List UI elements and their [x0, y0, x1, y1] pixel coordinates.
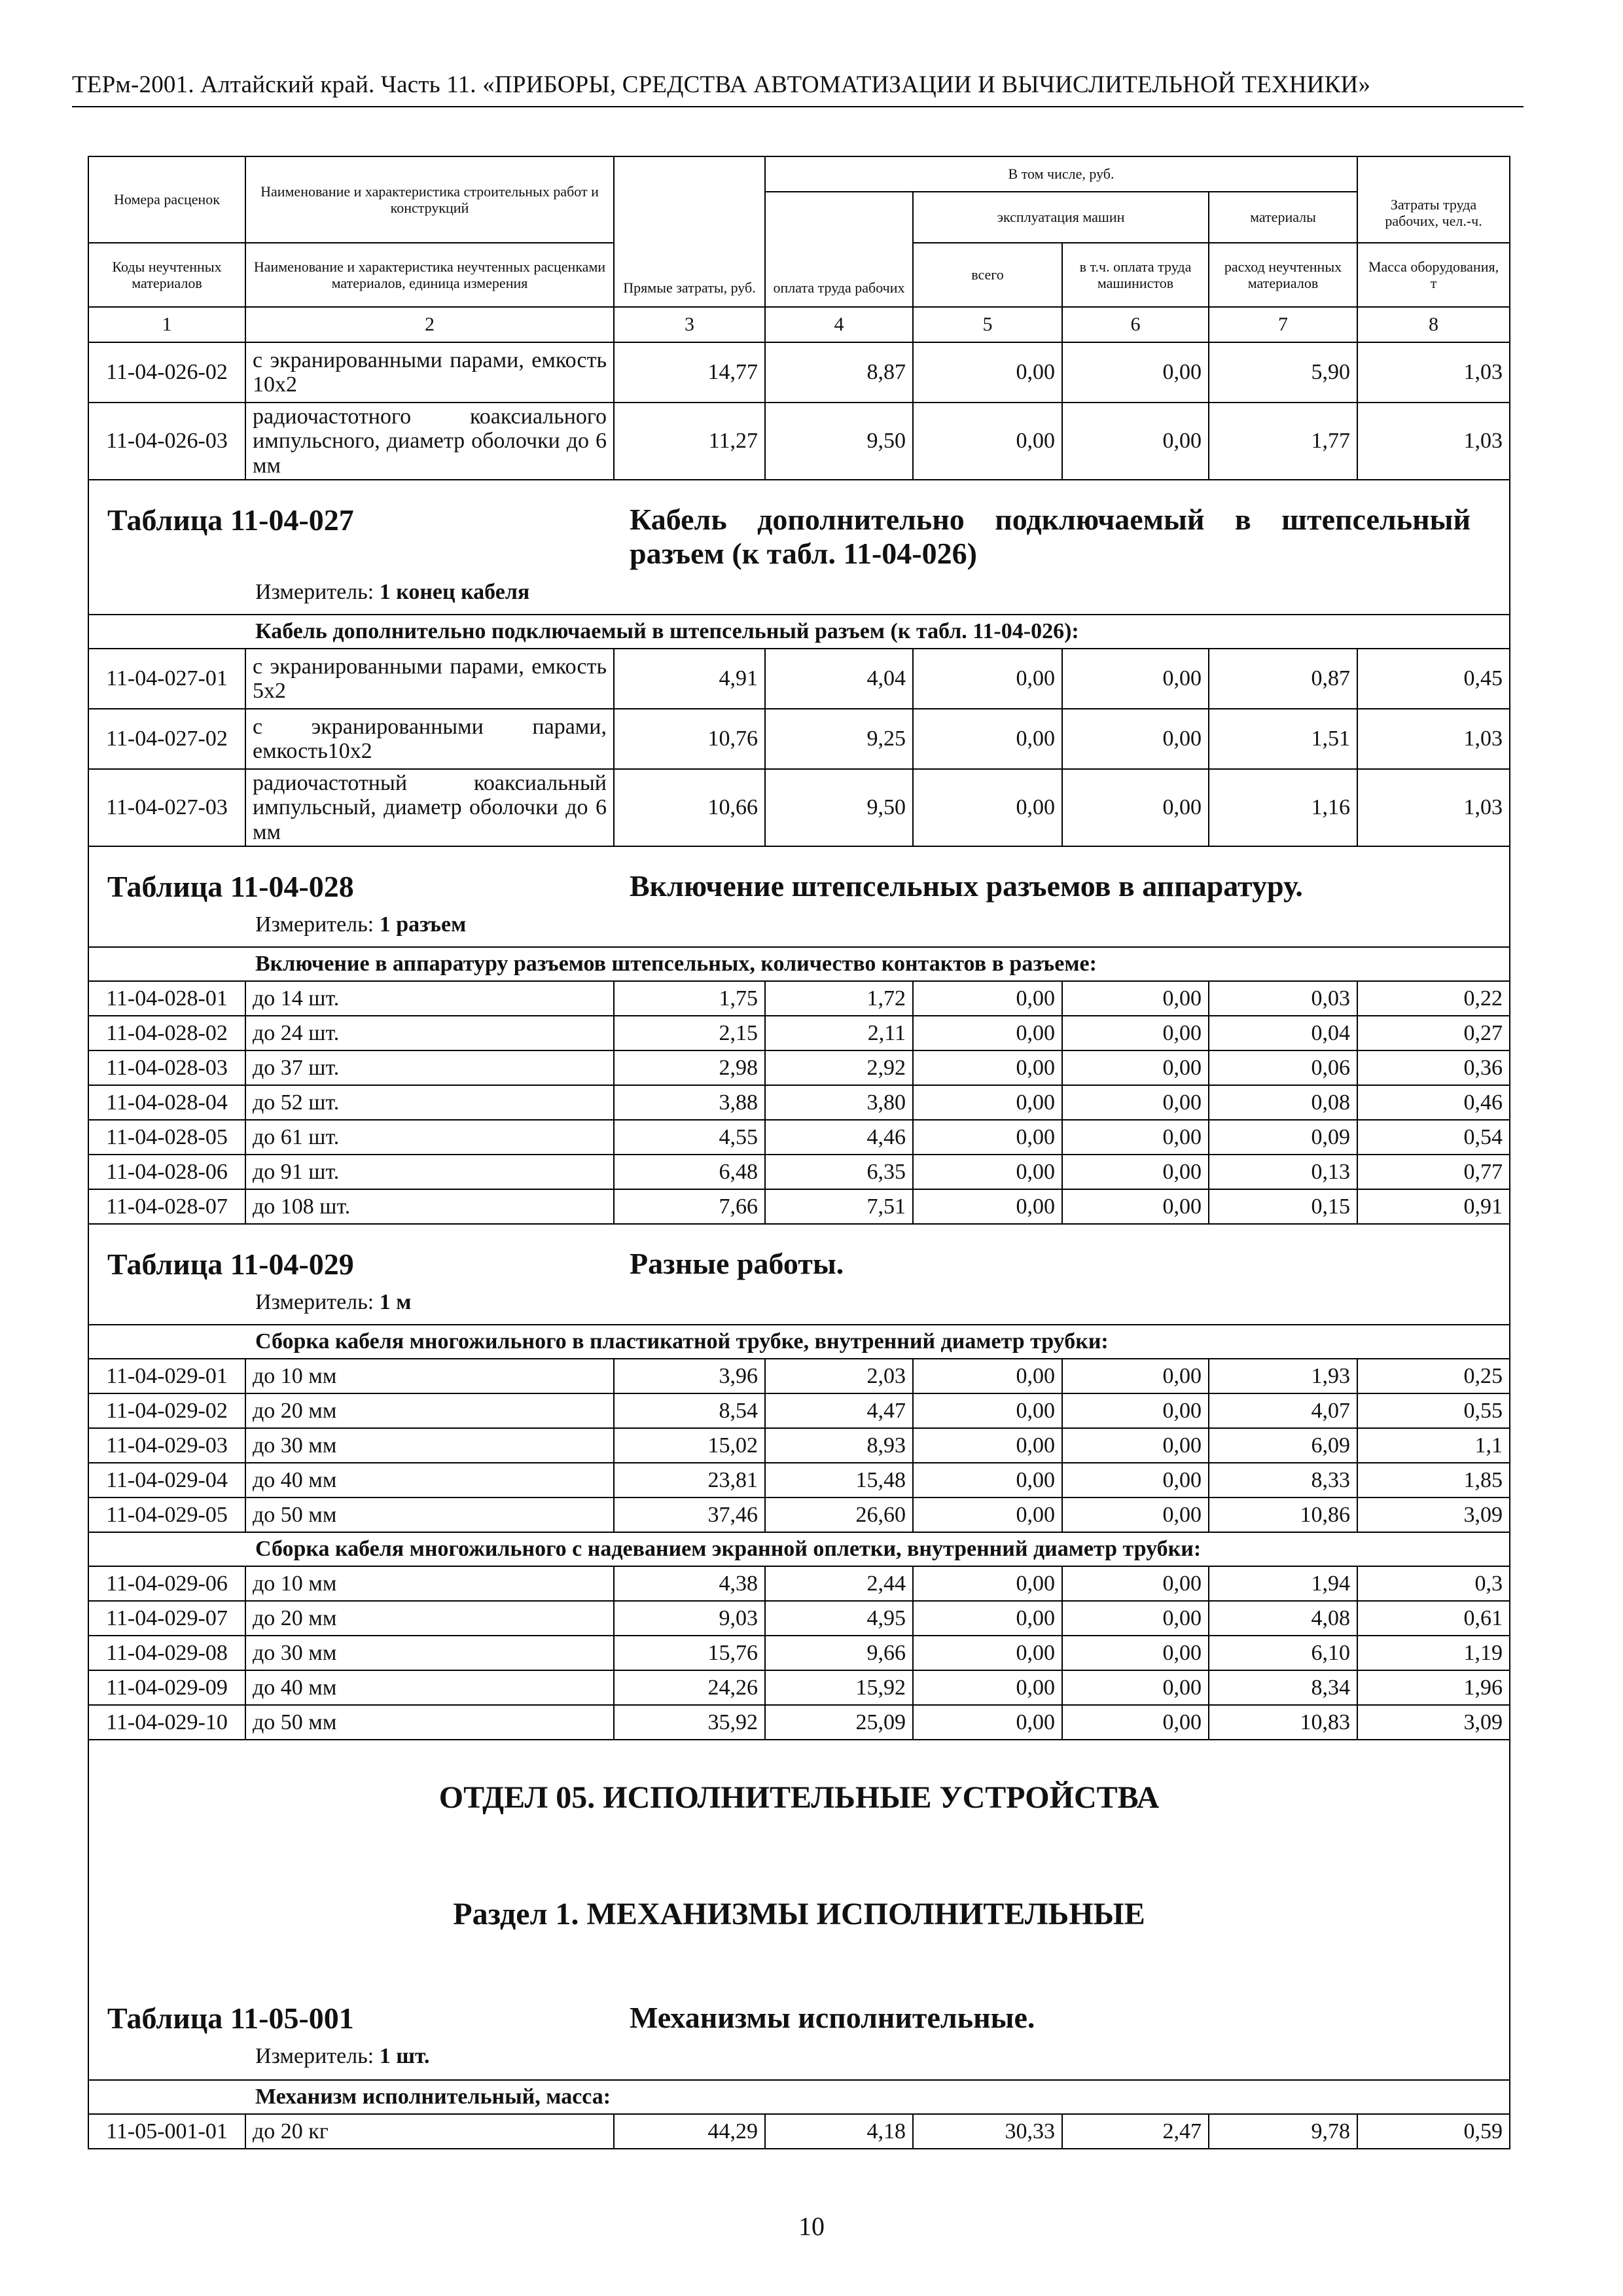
table-row: [88, 1359, 1510, 1393]
direct-cost: 11,27: [614, 403, 765, 480]
rate-name: до 37 шт.: [245, 1050, 614, 1085]
labor: 1,1: [1357, 1428, 1510, 1463]
direct-cost: 10,66: [614, 769, 765, 846]
driver-pay: 0,00: [1062, 1189, 1209, 1224]
table-row: [88, 1016, 1510, 1050]
materials: 9,78: [1209, 2114, 1357, 2149]
materials: 0,03: [1209, 981, 1357, 1016]
col-machine-ops: эксплуатация машин: [913, 192, 1209, 243]
measure-value: 1 конец кабеля: [379, 580, 530, 604]
rate-name: до 40 мм: [245, 1463, 614, 1498]
labor: 0,25: [1357, 1359, 1510, 1393]
labor: 0,61: [1357, 1601, 1510, 1636]
page-number: 10: [798, 2212, 825, 2241]
rate-code: 11-04-029-10: [88, 1705, 245, 1740]
rate-name: до 30 мм: [245, 1428, 614, 1463]
rate-name: до 10 мм: [245, 1359, 614, 1393]
worker-pay: 4,47: [765, 1393, 913, 1428]
driver-pay: 2,47: [1062, 2114, 1209, 2149]
labor: 1,03: [1357, 709, 1510, 769]
rate-name: до 30 мм: [245, 1636, 614, 1670]
machines-total: 0,00: [913, 1636, 1062, 1670]
labor: 0,22: [1357, 981, 1510, 1016]
worker-pay: 2,44: [765, 1566, 913, 1601]
labor: 0,46: [1357, 1085, 1510, 1120]
table-row: [88, 1670, 1510, 1705]
machines-total: 0,00: [913, 1120, 1062, 1155]
table-row: [88, 1155, 1510, 1189]
measure-unit: [255, 2044, 430, 2069]
rate-code: 11-04-029-04: [88, 1463, 245, 1498]
direct-cost: 10,76: [614, 709, 765, 769]
direct-cost: 14,77: [614, 342, 765, 403]
measure-value: 1 м: [379, 1290, 412, 1314]
machines-total: 0,00: [913, 1359, 1062, 1393]
rate-code: 11-04-026-03: [88, 403, 245, 480]
direct-cost: 4,38: [614, 1566, 765, 1601]
group-heading: Включение в аппаратуру разъемов штепсельных, количество контактов в разъеме:: [88, 947, 1510, 981]
measure-unit: [255, 1290, 411, 1315]
rate-name: до 50 мм: [245, 1705, 614, 1740]
worker-pay: 1,72: [765, 981, 913, 1016]
worker-pay: 2,92: [765, 1050, 913, 1085]
machines-total: 0,00: [913, 1498, 1062, 1532]
rate-code: 11-04-028-03: [88, 1050, 245, 1085]
col-unaccounted-materials: расход неучтенных материалов: [1209, 243, 1357, 307]
worker-pay: 8,93: [765, 1428, 913, 1463]
labor: 3,09: [1357, 1498, 1510, 1532]
rate-name: радиочастотный коаксиальный импульсный, диаметр оболочки до 6 мм: [245, 769, 614, 846]
driver-pay: 0,00: [1062, 403, 1209, 480]
table-row: [88, 1601, 1510, 1636]
driver-pay: 0,00: [1062, 1359, 1209, 1393]
machines-total: 30,33: [913, 2114, 1062, 2149]
worker-pay: 15,48: [765, 1463, 913, 1498]
col-number: 4: [765, 307, 913, 342]
col-number: 8: [1357, 307, 1510, 342]
table-number: Таблица 11-04-029: [107, 1247, 354, 1281]
machines-total: 0,00: [913, 403, 1062, 480]
worker-pay: 9,25: [765, 709, 913, 769]
driver-pay: 0,00: [1062, 1636, 1209, 1670]
machines-total: 0,00: [913, 1428, 1062, 1463]
machines-total: 0,00: [913, 1189, 1062, 1224]
driver-pay: 0,00: [1062, 1566, 1209, 1601]
labor: 1,03: [1357, 769, 1510, 846]
measure-label: Измеритель:: [255, 580, 374, 604]
rate-name: с экранированными парами, емкость 10х2: [245, 342, 614, 403]
worker-pay: 3,80: [765, 1085, 913, 1120]
materials: 10,86: [1209, 1498, 1357, 1532]
machines-total: 0,00: [913, 1705, 1062, 1740]
table-row: [88, 403, 1510, 480]
driver-pay: 0,00: [1062, 1498, 1209, 1532]
materials: 0,06: [1209, 1050, 1357, 1085]
rate-name: до 20 кг: [245, 2114, 614, 2149]
labor: 0,77: [1357, 1155, 1510, 1189]
rate-name: до 108 шт.: [245, 1189, 614, 1224]
machines-total: 0,00: [913, 981, 1062, 1016]
table-number: Таблица 11-04-028: [107, 870, 354, 903]
table-row: [88, 649, 1510, 709]
rate-code: 11-04-029-03: [88, 1428, 245, 1463]
materials: 1,77: [1209, 403, 1357, 480]
rate-name: до 61 шт.: [245, 1120, 614, 1155]
driver-pay: 0,00: [1062, 981, 1209, 1016]
measure-value: 1 шт.: [379, 2044, 430, 2068]
direct-cost: 44,29: [614, 2114, 765, 2149]
rate-code: 11-04-029-07: [88, 1601, 245, 1636]
machines-total: 0,00: [913, 1393, 1062, 1428]
col-direct-costs: Прямые затраты, руб.: [614, 156, 765, 307]
rate-code: 11-04-029-02: [88, 1393, 245, 1428]
col-number: 1: [88, 307, 245, 342]
rate-code: 11-05-001-01: [88, 2114, 245, 2149]
machines-total: 0,00: [913, 649, 1062, 709]
col-number: 2: [245, 307, 614, 342]
materials: 1,93: [1209, 1359, 1357, 1393]
direct-cost: 4,91: [614, 649, 765, 709]
rate-code: 11-04-027-01: [88, 649, 245, 709]
rate-name: до 20 мм: [245, 1393, 614, 1428]
rate-code: 11-04-029-05: [88, 1498, 245, 1532]
table-heading-029: [88, 1224, 1510, 1325]
labor: 0,55: [1357, 1393, 1510, 1428]
measure-label: Измеритель:: [255, 1290, 374, 1314]
col-worker-pay: оплата труда рабочих: [765, 192, 913, 307]
worker-pay: 8,87: [765, 342, 913, 403]
table-title: Механизмы исполнительные.: [630, 2001, 1035, 2034]
col-labor-costs: Затраты труда рабочих, чел.-ч.: [1357, 156, 1510, 243]
worker-pay: 4,46: [765, 1120, 913, 1155]
materials: 1,94: [1209, 1566, 1357, 1601]
machines-total: 0,00: [913, 342, 1062, 403]
driver-pay: 0,00: [1062, 1670, 1209, 1705]
materials: 8,33: [1209, 1463, 1357, 1498]
table-heading-028: [88, 846, 1510, 947]
group-heading: Кабель дополнительно подключаемый в штепсельный разъем (к табл. 11-04-026):: [88, 615, 1510, 649]
rate-code: 11-04-029-09: [88, 1670, 245, 1705]
materials: 1,16: [1209, 769, 1357, 846]
measure-unit: [255, 912, 466, 937]
rate-code: 11-04-028-02: [88, 1016, 245, 1050]
column-numbers-row: [88, 307, 1510, 342]
rate-code: 11-04-028-06: [88, 1155, 245, 1189]
rate-name: до 14 шт.: [245, 981, 614, 1016]
col-mat-codes: Коды неучтенных материалов: [88, 243, 245, 307]
direct-cost: 15,76: [614, 1636, 765, 1670]
labor: 0,3: [1357, 1566, 1510, 1601]
table-row: [88, 1050, 1510, 1085]
materials: 10,83: [1209, 1705, 1357, 1740]
labor: 1,96: [1357, 1670, 1510, 1705]
worker-pay: 7,51: [765, 1189, 913, 1224]
worker-pay: 4,95: [765, 1601, 913, 1636]
machines-total: 0,00: [913, 1463, 1062, 1498]
driver-pay: 0,00: [1062, 1085, 1209, 1120]
worker-pay: 26,60: [765, 1498, 913, 1532]
worker-pay: 15,92: [765, 1670, 913, 1705]
table-row: [88, 981, 1510, 1016]
labor: 1,19: [1357, 1636, 1510, 1670]
measure-unit: [255, 580, 529, 605]
direct-cost: 15,02: [614, 1428, 765, 1463]
materials: 1,51: [1209, 709, 1357, 769]
labor: 3,09: [1357, 1705, 1510, 1740]
rate-name: радиочастотного коаксиального импульсного, диаметр оболочки до 6 мм: [245, 403, 614, 480]
division-heading: [88, 1740, 1510, 2080]
table-row: [88, 1189, 1510, 1224]
division-title: ОТДЕЛ 05. ИСПОЛНИТЕЛЬНЫЕ УСТРОЙСТВА: [438, 1780, 1160, 1815]
rate-code: 11-04-028-04: [88, 1085, 245, 1120]
worker-pay: 6,35: [765, 1155, 913, 1189]
col-total: всего: [913, 243, 1062, 307]
labor: 0,27: [1357, 1016, 1510, 1050]
table-row: [88, 1636, 1510, 1670]
labor: 0,91: [1357, 1189, 1510, 1224]
direct-cost: 1,75: [614, 981, 765, 1016]
table-row: [88, 1705, 1510, 1740]
table-number: Таблица 11-05-001: [107, 2001, 354, 2035]
col-materials: материалы: [1209, 192, 1357, 243]
running-header: ТЕРм-2001. Алтайский край. Часть 11. «ПРИБОРЫ, СРЕДСТВА АВТОМАТИЗАЦИИ И ВЫЧИСЛИТЕЛЬНОЙ ТЕХНИКИ»: [72, 71, 1371, 98]
table-row: [88, 1463, 1510, 1498]
direct-cost: 6,48: [614, 1155, 765, 1189]
rate-code: 11-04-029-01: [88, 1359, 245, 1393]
materials: 6,10: [1209, 1636, 1357, 1670]
machines-total: 0,00: [913, 1050, 1062, 1085]
materials: 4,08: [1209, 1601, 1357, 1636]
rate-code: 11-04-028-07: [88, 1189, 245, 1224]
worker-pay: 9,66: [765, 1636, 913, 1670]
table-heading-027: [88, 480, 1510, 615]
col-equipment-mass: Масса оборудования, т: [1357, 243, 1510, 307]
materials: 0,08: [1209, 1085, 1357, 1120]
rate-code: 11-04-026-02: [88, 342, 245, 403]
driver-pay: 0,00: [1062, 342, 1209, 403]
worker-pay: 9,50: [765, 403, 913, 480]
driver-pay: 0,00: [1062, 1050, 1209, 1085]
table-row: [88, 1566, 1510, 1601]
machines-total: 0,00: [913, 1670, 1062, 1705]
direct-cost: 3,88: [614, 1085, 765, 1120]
direct-cost: 24,26: [614, 1670, 765, 1705]
materials: 0,87: [1209, 649, 1357, 709]
table-title: Разные работы.: [630, 1247, 844, 1280]
direct-cost: 37,46: [614, 1498, 765, 1532]
rates-table: [88, 156, 1510, 2149]
table-row: [88, 769, 1510, 846]
col-number: 3: [614, 307, 765, 342]
materials: 0,04: [1209, 1016, 1357, 1050]
driver-pay: 0,00: [1062, 1120, 1209, 1155]
materials: 0,13: [1209, 1155, 1357, 1189]
direct-cost: 2,98: [614, 1050, 765, 1085]
col-mat-names: Наименование и характеристика неучтенных расценками материалов, единица измерения: [245, 243, 614, 307]
worker-pay: 9,50: [765, 769, 913, 846]
group-heading: Сборка кабеля многожильного в пластикатной трубке, внутренний диаметр трубки:: [88, 1325, 1510, 1359]
rate-code: 11-04-029-06: [88, 1566, 245, 1601]
col-number: 6: [1062, 307, 1209, 342]
direct-cost: 9,03: [614, 1601, 765, 1636]
direct-cost: 8,54: [614, 1393, 765, 1428]
col-incl-driver-pay: в т.ч. оплата труда машинистов: [1062, 243, 1209, 307]
measure-label: Измеритель:: [255, 912, 374, 937]
table-row: [88, 709, 1510, 769]
driver-pay: 0,00: [1062, 1463, 1209, 1498]
driver-pay: 0,00: [1062, 1393, 1209, 1428]
rate-code: 11-04-029-08: [88, 1636, 245, 1670]
direct-cost: 3,96: [614, 1359, 765, 1393]
labor: 0,59: [1357, 2114, 1510, 2149]
table-title: Включение штепсельных разъемов в аппаратуру.: [630, 869, 1303, 903]
worker-pay: 2,03: [765, 1359, 913, 1393]
driver-pay: 0,00: [1062, 1155, 1209, 1189]
machines-total: 0,00: [913, 769, 1062, 846]
driver-pay: 0,00: [1062, 709, 1209, 769]
worker-pay: 25,09: [765, 1705, 913, 1740]
materials: 5,90: [1209, 342, 1357, 403]
labor: 1,03: [1357, 403, 1510, 480]
rate-name: до 40 мм: [245, 1670, 614, 1705]
header-rule: [72, 106, 1524, 107]
table-row: [88, 1393, 1510, 1428]
rate-name: до 20 мм: [245, 1601, 614, 1636]
rate-code: 11-04-028-05: [88, 1120, 245, 1155]
table-title: Кабель дополнительно подключаемый в штепсельный разъем (к табл. 11-04-026): [630, 503, 1471, 570]
col-number: 5: [913, 307, 1062, 342]
machines-total: 0,00: [913, 1601, 1062, 1636]
table-number: Таблица 11-04-027: [107, 503, 354, 537]
rate-code: 11-04-028-01: [88, 981, 245, 1016]
rate-name: до 91 шт.: [245, 1155, 614, 1189]
driver-pay: 0,00: [1062, 1601, 1209, 1636]
direct-cost: 35,92: [614, 1705, 765, 1740]
rate-name: до 50 мм: [245, 1498, 614, 1532]
labor: 1,03: [1357, 342, 1510, 403]
machines-total: 0,00: [913, 1016, 1062, 1050]
worker-pay: 2,11: [765, 1016, 913, 1050]
driver-pay: 0,00: [1062, 649, 1209, 709]
direct-cost: 7,66: [614, 1189, 765, 1224]
measure-value: 1 разъем: [379, 912, 467, 937]
labor: 0,36: [1357, 1050, 1510, 1085]
rate-code: 11-04-027-03: [88, 769, 245, 846]
machines-total: 0,00: [913, 1566, 1062, 1601]
labor: 0,45: [1357, 649, 1510, 709]
col-work-name: Наименование и характеристика строительных работ и конструкций: [245, 156, 614, 243]
driver-pay: 0,00: [1062, 1016, 1209, 1050]
col-incl: В том числе, руб.: [765, 156, 1357, 192]
driver-pay: 0,00: [1062, 769, 1209, 846]
table-row: [88, 1498, 1510, 1532]
labor: 1,85: [1357, 1463, 1510, 1498]
rate-name: с экранированными парами, емкость10х2: [245, 709, 614, 769]
rate-name: до 24 шт.: [245, 1016, 614, 1050]
direct-cost: 2,15: [614, 1016, 765, 1050]
materials: 0,15: [1209, 1189, 1357, 1224]
worker-pay: 4,04: [765, 649, 913, 709]
materials: 6,09: [1209, 1428, 1357, 1463]
table-row: [88, 1120, 1510, 1155]
table-row: [88, 1428, 1510, 1463]
table-row: [88, 342, 1510, 403]
materials: 4,07: [1209, 1393, 1357, 1428]
rate-name: с экранированными парами, емкость 5х2: [245, 649, 614, 709]
machines-total: 0,00: [913, 1155, 1062, 1189]
rate-name: до 10 мм: [245, 1566, 614, 1601]
labor: 0,54: [1357, 1120, 1510, 1155]
rate-name: до 52 шт.: [245, 1085, 614, 1120]
materials: 8,34: [1209, 1670, 1357, 1705]
measure-label: Измеритель:: [255, 2044, 374, 2068]
col-rate-no: Номера расценок: [88, 156, 245, 243]
col-number: 7: [1209, 307, 1357, 342]
section-title: Раздел 1. МЕХАНИЗМЫ ИСПОЛНИТЕЛЬНЫЕ: [453, 1897, 1145, 1931]
worker-pay: 4,18: [765, 2114, 913, 2149]
table-row: [88, 1085, 1510, 1120]
rate-code: 11-04-027-02: [88, 709, 245, 769]
direct-cost: 23,81: [614, 1463, 765, 1498]
driver-pay: 0,00: [1062, 1705, 1209, 1740]
group-heading: Механизм исполнительный, масса:: [88, 2080, 1510, 2114]
table-row: [88, 2114, 1510, 2149]
machines-total: 0,00: [913, 1085, 1062, 1120]
group-heading: Сборка кабеля многожильного с надеванием экранной оплетки, внутренний диаметр трубки:: [88, 1532, 1510, 1566]
machines-total: 0,00: [913, 709, 1062, 769]
direct-cost: 4,55: [614, 1120, 765, 1155]
materials: 0,09: [1209, 1120, 1357, 1155]
driver-pay: 0,00: [1062, 1428, 1209, 1463]
